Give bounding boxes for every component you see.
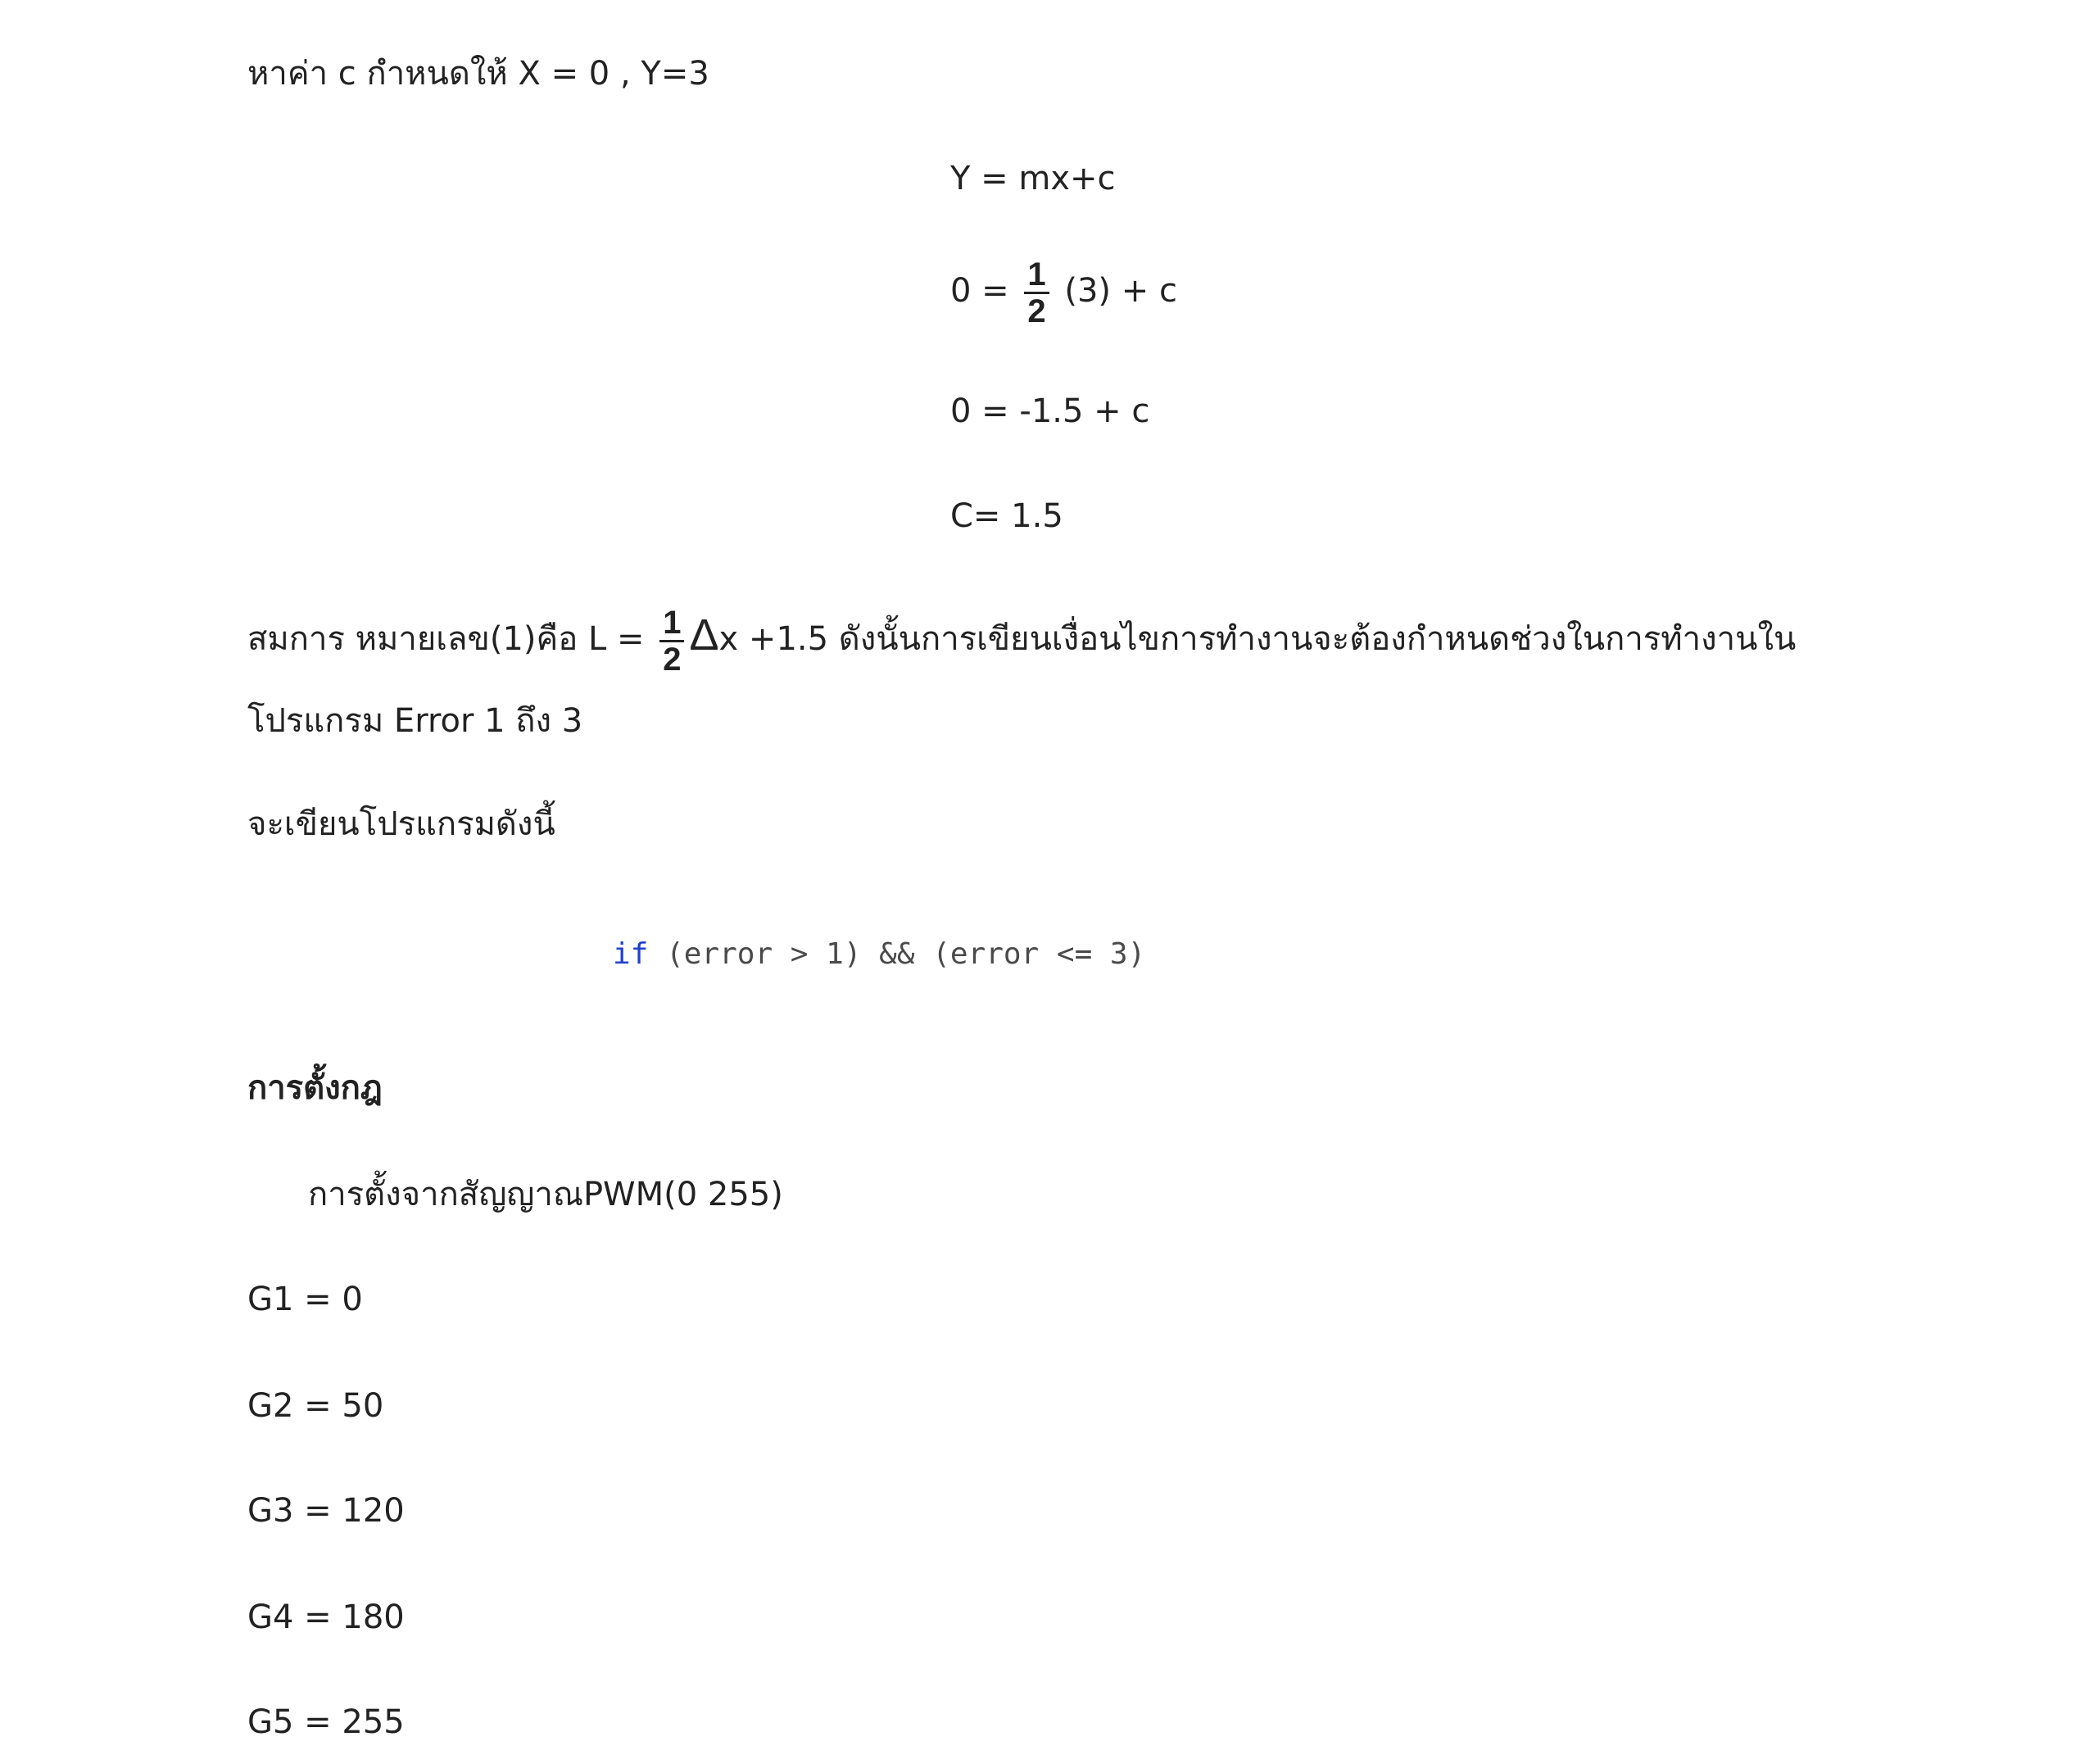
equation-1-prefix: สมการ หมายเลข(1)คือ L = <box>247 620 645 658</box>
equation-substitution <box>950 254 1177 329</box>
equation-substitution-right: (3) + c <box>1064 272 1177 310</box>
equation-result: C= 1.5 <box>950 497 1063 535</box>
equation-1-continuation: โปรแกรม Error 1 ถึง 3 <box>247 702 583 740</box>
g-value-5: G5 = 255 <box>247 1703 405 1741</box>
delta-symbol: Δ <box>689 610 719 660</box>
g-value-4: G4 = 180 <box>247 1598 405 1636</box>
equation-1-suffix: x +1.5 ดังนั้นการเขียนเงื่อนไขการทำงานจะต้องกำหนดช่วงในการทำงานใน <box>718 620 1797 658</box>
code-snippet-image <box>505 898 1146 971</box>
fraction-numerator: 1 <box>1027 256 1046 292</box>
equation-general: Y = mx+c <box>950 160 1116 197</box>
equation-1-fraction <box>659 605 684 677</box>
equation-substitution-left: 0 = <box>950 272 1009 310</box>
program-intro: จะเขียนโปรแกรมดังนี้ <box>247 805 555 843</box>
code-line <box>506 898 1145 1011</box>
code-condition: (error > 1) && (error <= 3) <box>648 937 1146 971</box>
g-value-1: G1 = 0 <box>247 1281 363 1318</box>
equation-1-denominator: 2 <box>659 640 684 677</box>
fraction-denominator: 2 <box>1024 292 1049 329</box>
g-value-3: G3 = 120 <box>247 1492 405 1530</box>
pwm-line: การตั้งจากสัญญาณPWM(0 255) <box>308 1176 783 1213</box>
rules-heading: การตั้งกฎ <box>247 1069 383 1107</box>
fraction-half <box>1024 257 1049 329</box>
code-keyword-if: if <box>613 937 649 971</box>
equation-1-numerator: 1 <box>663 604 682 641</box>
equation-simplified: 0 = -1.5 + c <box>950 392 1150 430</box>
g-value-2: G2 = 50 <box>247 1387 384 1425</box>
equation-1-line <box>247 598 1796 677</box>
find-c-line: หาค่า c กำหนดให้ X = 0 , Y=3 <box>247 55 709 93</box>
